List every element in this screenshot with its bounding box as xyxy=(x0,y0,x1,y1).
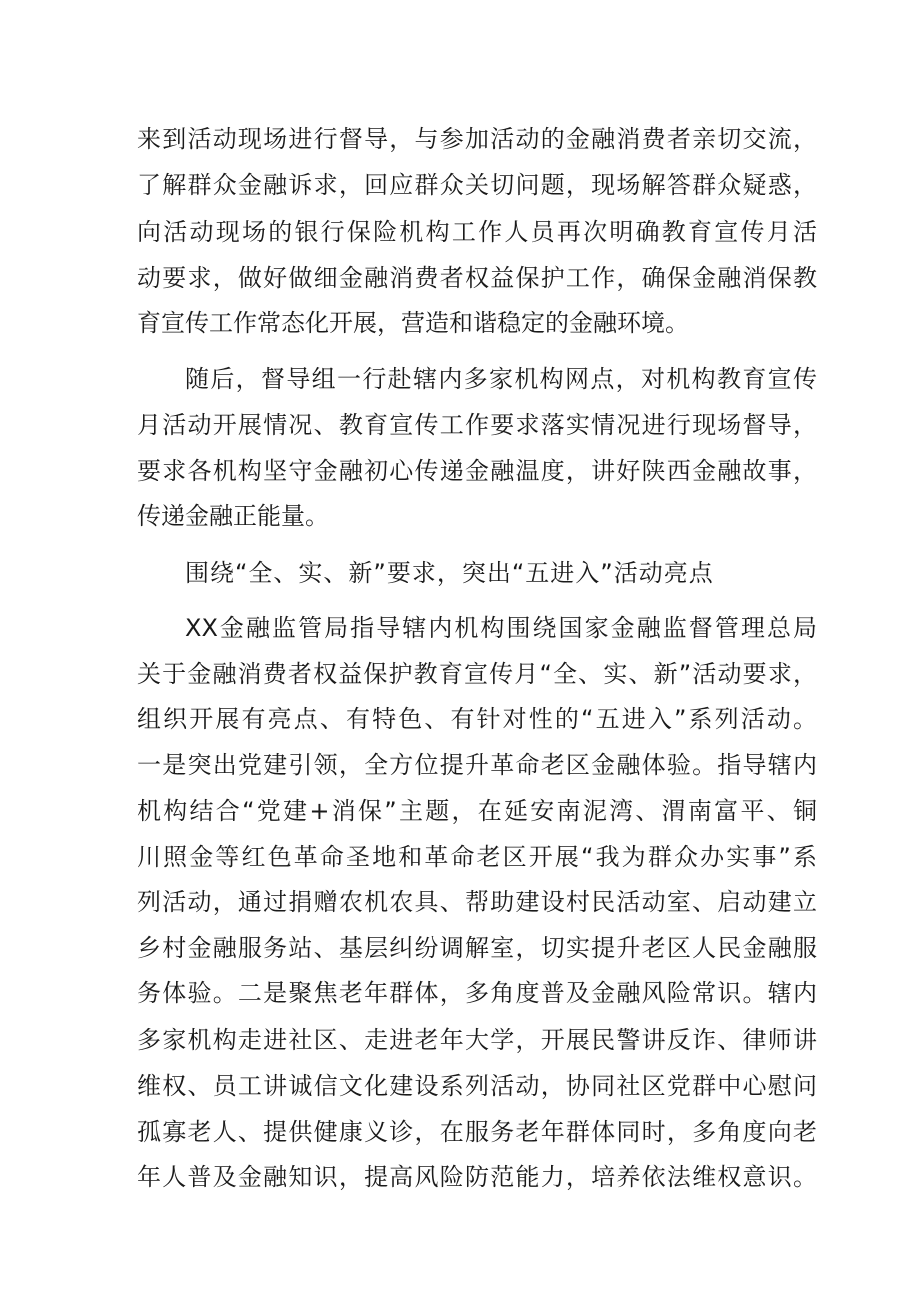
paragraph-1-line-2: 了解群众金融诉求，回应群众关切问题，现场解答群众疑惑， xyxy=(137,171,817,199)
paragraph-1-line-3: 向活动现场的银行保险机构工作人员再次明确教育宣传月活 xyxy=(137,218,817,246)
paragraph-3-line-13: 年人普及金融知识，提高风险防范能力，培养依法维权意识。 xyxy=(137,1163,817,1191)
paragraph-2-line-2: 月活动开展情况、教育宣传工作要求落实情况进行现场督导， xyxy=(137,411,817,439)
paragraph-2-line-1: 随后，督导组一行赴辖内多家机构网点，对机构教育宣传 xyxy=(185,365,817,393)
paragraph-2-line-3: 要求各机构坚守金融初心传递金融温度，讲好陕西金融故事， xyxy=(137,457,817,485)
paragraph-3-line-1: XX金融监管局指导辖内机构围绕国家金融监督管理总局 xyxy=(185,614,817,642)
paragraph-1-line-4: 动要求，做好做细金融消费者权益保护工作，确保金融消保教 xyxy=(137,264,817,292)
paragraph-3-line-3: 组织开展有亮点、有特色、有针对性的“五进入”系列活动。 xyxy=(137,705,817,733)
paragraph-3-line-5: 机构结合“党建+消保”主题，在延安南泥湾、渭南富平、铜 xyxy=(137,797,817,825)
paragraph-3-line-2: 关于金融消费者权益保护教育宣传月“全、实、新”活动要求， xyxy=(137,660,817,688)
paragraph-3-line-6: 川照金等红色革命圣地和革命老区开展“我为群众办实事”系 xyxy=(137,843,817,871)
section-heading: 围绕“全、实、新”要求，突出“五进入”活动亮点 xyxy=(185,559,714,587)
paragraph-3-line-4: 一是突出党建引领，全方位提升革命老区金融体验。指导辖内 xyxy=(137,751,817,779)
paragraph-2-line-4: 传递金融正能量。 xyxy=(137,502,329,530)
paragraph-3-line-10: 多家机构走进社区、走进老年大学，开展民警讲反诈、律师讲 xyxy=(137,1026,817,1054)
paragraph-1-line-1: 来到活动现场进行督导，与参加活动的金融消费者亲切交流， xyxy=(137,125,817,153)
paragraph-3-line-11: 维权、员工讲诚信文化建设系列活动，协同社区党群中心慰问 xyxy=(137,1072,817,1100)
paragraph-3-line-12: 孤寡老人、提供健康义诊，在服务老年群体同时，多角度向老 xyxy=(137,1118,817,1146)
paragraph-3-line-8: 乡村金融服务站、基层纠纷调解室，切实提升老区人民金融服 xyxy=(137,934,817,962)
paragraph-3-line-7: 列活动，通过捐赠农机农具、帮助建设村民活动室、启动建立 xyxy=(137,888,817,916)
paragraph-3-line-9: 务体验。二是聚焦老年群体，多角度普及金融风险常识。辖内 xyxy=(137,979,817,1007)
paragraph-1-line-5: 育宣传工作常态化开展，营造和谐稳定的金融环境。 xyxy=(137,309,689,337)
